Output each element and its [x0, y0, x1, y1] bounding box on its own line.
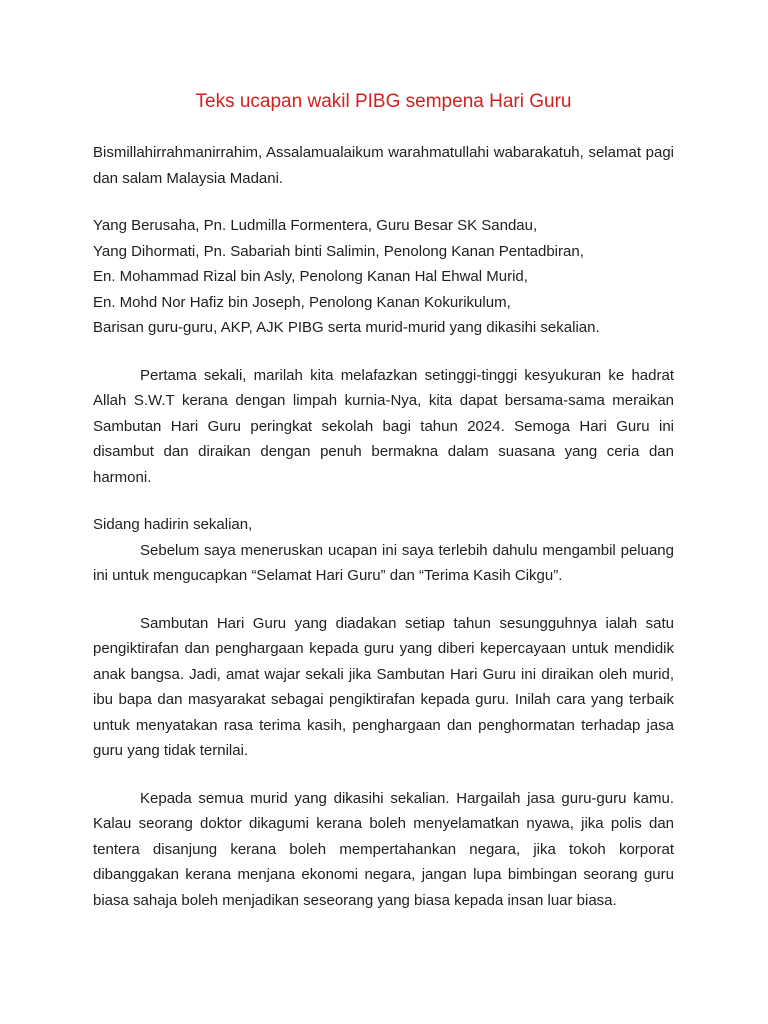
opening-paragraph: Bismillahirrahmanirrahim, Assalamualaikum warahmatullahi wabarakatuh, selamat pagi dan salam Malaysia Madani.	[93, 144, 674, 187]
salutation-line: Yang Dihormati, Pn. Sabariah binti Salimin, Penolong Kanan Pentadbiran,	[93, 242, 584, 260]
audience-greeting: Sidang hadirin sekalian,	[93, 516, 253, 533]
salutation-line: Barisan guru-guru, AKP, AJK PIBG serta murid-murid yang dikasihi sekalian.	[93, 319, 600, 336]
document-page	[93, 88, 674, 913]
spacer	[93, 764, 674, 786]
greeting-paragraph: Sebelum saya meneruskan ucapan ini saya terlebih dahulu mengambil peluang ini untuk mengucapkan “Selamat Hari Guru” dan “Terima Kasih Cikgu”.	[93, 541, 674, 584]
salutations-block	[93, 213, 674, 341]
spacer	[93, 589, 674, 611]
document-title: Teks ucapan wakil PIBG sempena Hari Guru	[195, 91, 572, 112]
spacer	[93, 490, 674, 512]
gratitude-paragraph: Pertama sekali, marilah kita melafazkan setinggi-tinggi kesyukuran ke hadrat Allah S.W.T kerana dengan limpah kurnia-Nya, kita dapat bersama-sama meraikan Sambutan Hari Guru peringkat sekolah bagi tahun 2024. Semoga Hari Guru ini disambut dan diraikan dengan penuh bermakna dalam suasana yang ceria dan harmoni.	[93, 366, 674, 486]
closing-paragraph: Kepada semua murid yang dikasihi sekalian. Hargailah jasa guru-guru kamu. Kalau seorang doktor dikagumi kerana boleh menyelamatkan nyawa, jika polis dan tentera disanjung kerana boleh mempertahankan negara, jika tokoh korporat dibanggakan kerana menjana ekonomi negara, jangan lupa bimbingan seorang guru biasa sahaja boleh menjadikan seseorang yang biasa kepada insan luar biasa.	[93, 789, 674, 909]
salutation-line: En. Mohammad Rizal bin Asly, Penolong Kanan Hal Ehwal Murid,	[93, 268, 528, 285]
spacer	[93, 341, 674, 363]
salutation-line: Yang Berusaha, Pn. Ludmilla Formentera, Guru Besar SK Sandau,	[93, 217, 538, 234]
spacer	[93, 191, 674, 213]
salutation-line: En. Mohd Nor Hafiz bin Joseph, Penolong Kanan Kokurikulum,	[93, 293, 511, 311]
recognition-paragraph: Sambutan Hari Guru yang diadakan setiap tahun sesungguhnya ialah satu pengiktirafan dan penghargaan kepada guru yang diberi kepercayaan untuk mendidik anak bangsa. Jadi, amat wajar sekali jika Sambutan Hari Guru ini diraikan oleh murid, ibu bapa dan masyarakat sebagai pengiktirafan kepada guru. Inilah cara yang terbaik untuk menyatakan rasa terima kasih, penghargaan dan penghormatan terhadap jasa guru yang tidak ternilai.	[93, 614, 674, 759]
